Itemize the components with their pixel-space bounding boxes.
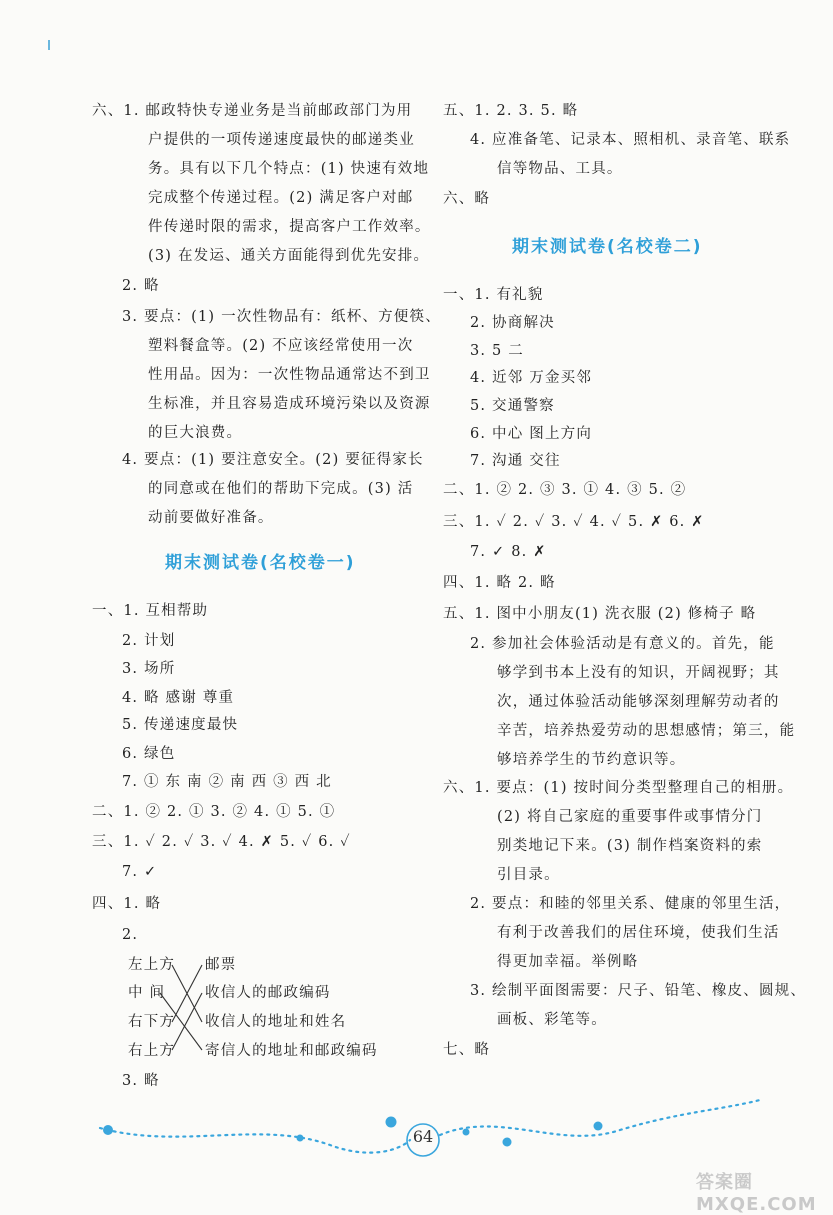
right-text-line: 六、略 [443, 191, 491, 207]
exam1-heading: 期末测试卷(名校卷一) [165, 553, 356, 573]
exam2-line: 得更加幸福。举例略 [497, 954, 639, 970]
exam2-line: 一、1. 有礼貌 [443, 287, 544, 303]
exam2-line: 7. ✓ 8. ✗ [470, 544, 547, 560]
exam2-line: 三、1. ✓ 2. ✓ 3. ✓ 4. ✓ 5. ✗ 6. ✗ [443, 514, 705, 530]
exam2-line: 3. 5 二 [470, 343, 524, 359]
exam1-line: 5. 传递速度最快 [122, 717, 239, 733]
left-text-line: 动前要做好准备。 [148, 510, 274, 526]
exam2-line: 3. 绘制平面图需要：尺子、铅笔、橡皮、圆规、 [470, 983, 807, 999]
right-text-line: 4. 应准备笔、记录本、照相机、录音笔、联系 [470, 132, 791, 148]
exam2-line: 六、1. 要点：(1) 按时间分类型整理自己的相册。 [443, 780, 794, 796]
left-text-line: 六、1. 邮政特快专递业务是当前邮政部门为用 [92, 103, 413, 119]
exam2-line: 4. 近邻 万金买邻 [470, 370, 593, 386]
left-text-line: 性用品。因为：一次性物品通常达不到卫 [148, 367, 431, 383]
left-text-line: 务。具有以下几个特点：(1) 快速有效地 [148, 161, 430, 177]
exam2-line: 四、1. 略 2. 略 [443, 575, 556, 591]
exam2-line: 2. 参加社会体验活动是有意义的。首先，能 [470, 636, 775, 652]
match-right-item: 收信人的地址和姓名 [205, 1014, 347, 1030]
margin-tick [48, 40, 50, 50]
exam2-line: 够学到书本上没有的知识，开阔视野；其 [497, 665, 780, 681]
match-left-item: 左上方 [128, 957, 176, 973]
match-left-item: 右下方 [128, 1014, 176, 1030]
match-right-item: 寄信人的地址和邮政编码 [205, 1043, 378, 1059]
match-line [172, 993, 202, 1050]
exam2-line: 7. 沟通 交往 [470, 453, 561, 469]
watermark: 答案圈 MXQE.COM [696, 1172, 817, 1215]
match-left-item: 中 间 [128, 985, 166, 1001]
exam2-line: 次，通过体验活动能够深刻理解劳动者的 [497, 694, 780, 710]
exam2-line: 够培养学生的节约意识等。 [497, 752, 686, 768]
left-text-line: 2. 略 [122, 278, 160, 294]
right-text-line: 五、1. 2. 3. 5. 略 [443, 103, 579, 119]
exam1-line: 2. [122, 927, 139, 943]
exam2-line: 二、1. ② 2. ③ 3. ① 4. ③ 5. ② [443, 482, 687, 498]
exam1-line: 四、1. 略 [92, 896, 162, 912]
match-left-item: 右上方 [128, 1043, 176, 1059]
exam1-line: 3. 略 [122, 1073, 160, 1089]
exam1-line: 4. 略 感谢 尊重 [122, 690, 235, 706]
left-text-line: 件传递时限的需求，提高客户工作效率。 [148, 219, 431, 235]
exam2-heading: 期末测试卷(名校卷二) [512, 237, 703, 257]
left-text-line: (3) 在发运、通关方面能得到优先安排。 [148, 248, 430, 264]
exam1-line: 2. 计划 [122, 633, 176, 649]
match-right-item: 收信人的邮政编码 [205, 985, 331, 1001]
exam2-line: 2. 协商解决 [470, 315, 555, 331]
exam2-line: 五、1. 图中小朋友(1) 洗衣服 (2) 修椅子 略 [443, 606, 757, 622]
exam2-line: 七、略 [443, 1042, 491, 1058]
exam2-line: 5. 交通警察 [470, 398, 555, 414]
exam2-line: 辛苦，培养热爱劳动的思想感情；第三，能 [497, 723, 796, 739]
match-line [172, 965, 202, 1022]
exam2-line: 画板、彩笔等。 [497, 1012, 607, 1028]
left-text-line: 的巨大浪费。 [148, 425, 243, 441]
exam1-line: 三、1. ✓ 2. ✓ 3. ✓ 4. ✗ 5. ✓ 6. ✓ [92, 834, 351, 850]
exam1-line: 6. 绿色 [122, 746, 176, 762]
exam2-line: 引目录。 [497, 867, 560, 883]
left-text-line: 的同意或在他们的帮助下完成。(3) 活 [148, 481, 414, 497]
exam1-line: 3. 场所 [122, 661, 176, 677]
exam2-line: 2. 要点：和睦的邻里关系、健康的邻里生活， [470, 896, 791, 912]
exam2-line: 有利于改善我们的居住环境，使我们生活 [497, 925, 780, 941]
left-text-line: 生标准，并且容易造成环境污染以及资源 [148, 396, 431, 412]
left-text-line: 户提供的一项传递速度最快的邮递类业 [148, 132, 415, 148]
left-text-line: 4. 要点：(1) 要注意安全。(2) 要征得家长 [122, 452, 424, 468]
page-number: 64 [412, 1127, 434, 1146]
left-text-line: 3. 要点：(1) 一次性物品有：纸杯、方便筷、 [122, 309, 441, 325]
exam1-line: 一、1. 互相帮助 [92, 603, 209, 619]
left-text-line: 塑料餐盒等。(2) 不应该经常使用一次 [148, 338, 414, 354]
right-text-line: 信等物品、工具。 [497, 161, 623, 177]
left-text-line: 完成整个传递过程。(2) 满足客户对邮 [148, 190, 414, 206]
exam1-line: 7. ① 东 南 ② 南 西 ③ 西 北 [122, 774, 332, 790]
match-right-item: 邮票 [205, 957, 237, 973]
exam2-line: (2) 将自己家庭的重要事件或事情分门 [497, 809, 763, 825]
exam1-line: 二、1. ② 2. ① 3. ② 4. ① 5. ① [92, 804, 336, 820]
exam1-line: 7. ✓ [122, 864, 158, 880]
match-line [172, 965, 202, 1022]
exam2-line: 别类地记下来。(3) 制作档案资料的索 [497, 838, 763, 854]
exam2-line: 6. 中心 图上方向 [470, 426, 593, 442]
